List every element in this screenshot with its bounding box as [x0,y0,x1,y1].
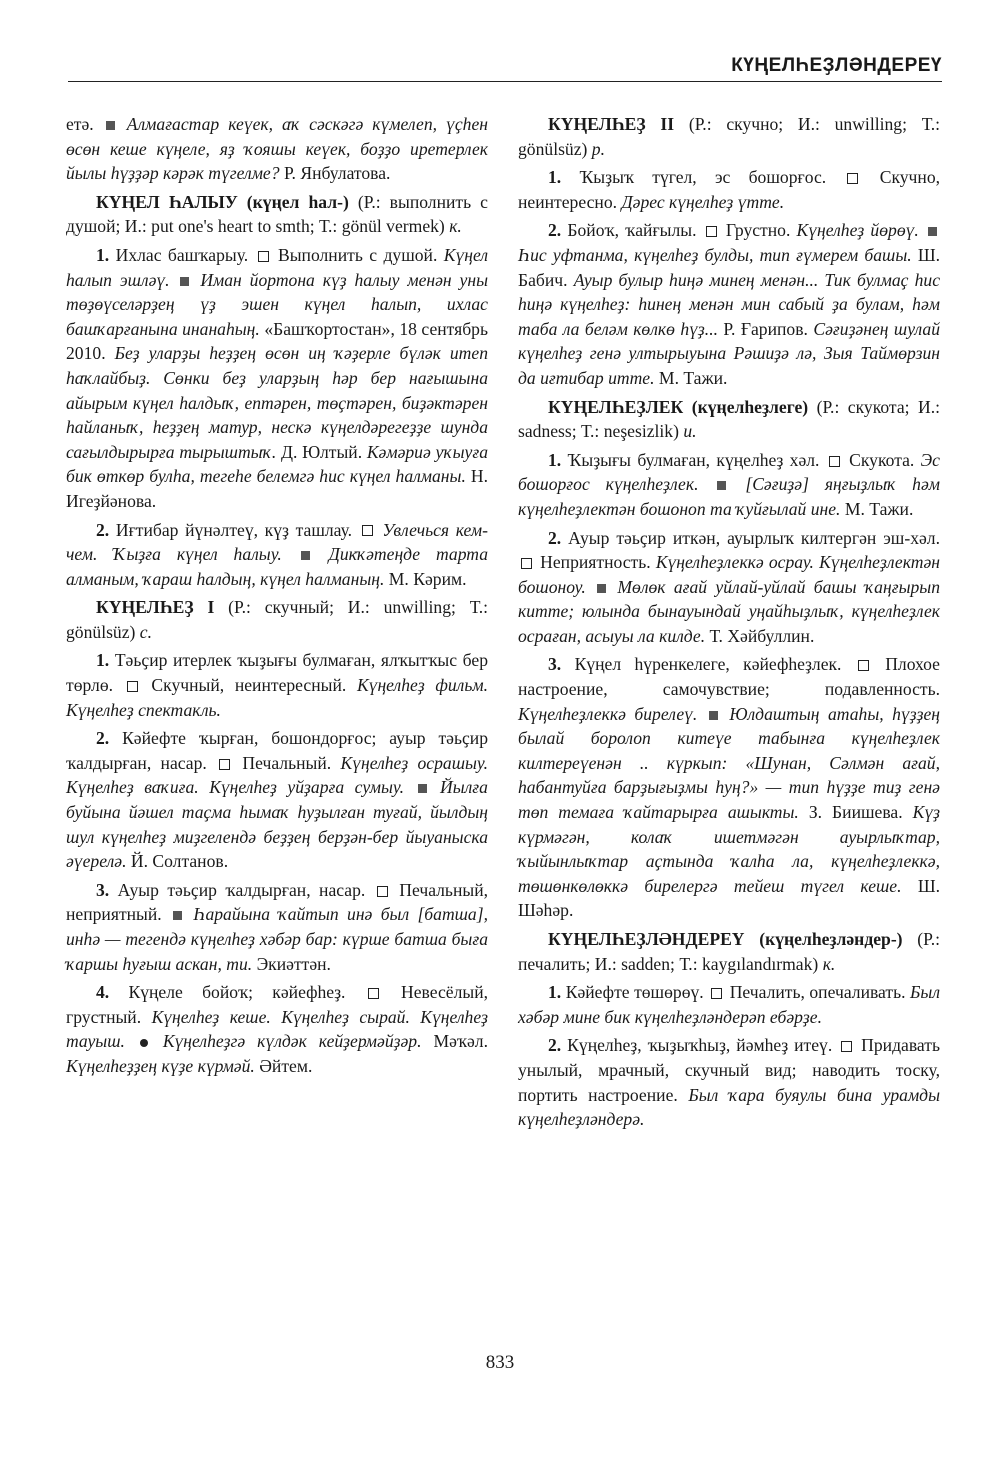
russian: Невесёлый, грустный. [66,982,489,1027]
sense [66,243,488,514]
translations: (Р.: скучно; И.: unwilling; Т.: gönülsüz) [518,114,940,159]
source: М. Тажи. [658,367,728,388]
example-marker-icon [928,227,937,236]
definition: Ихлас башҡарыу. [115,244,249,265]
proverb-marker-icon [140,1039,148,1047]
sense-number: 4. [96,982,110,1003]
pos: к. [822,953,836,974]
definition: Бойоҡ, ҡайғылы. [567,220,697,241]
sense-number: 3. [548,654,562,675]
translation-marker-icon [258,251,269,262]
example: Эс бошорғос күңелһеҙлек. [518,449,940,495]
sense [518,165,940,214]
definition: Ҡыҙығы булмаған, күңелһеҙ хәл. [567,449,820,470]
sense [66,878,488,976]
example-marker-icon [106,121,115,130]
russian: Скучно, неинтересно. [518,167,941,212]
russian: Выполнить с душой. [277,244,438,265]
example: Иман йортона күҙ һалыу менән уны төҙөүселәрҙең үҙ эшен күңел һалып, ихлас башҡарғанына инанаһың. [66,269,488,339]
translations: (Р.: печалить; И.: sadden; Т.: kaygılandırmak) [518,929,940,974]
translation-marker-icon [847,173,858,184]
sense [66,980,488,1078]
example-marker-icon [301,551,310,560]
pos: с. [139,621,153,642]
example-marker-icon [173,911,182,920]
right-column [518,112,940,1136]
translation-marker-icon [377,886,388,897]
entry-kunelhez-2 [518,112,940,161]
example-marker-icon [709,711,718,720]
example: Күңелһеҙлеккә осрау. Күңелһеҙлектән бошоноу. [518,552,940,597]
russian: Плохое настроение, самочувствие; подавленность. [518,654,940,700]
sense [66,648,488,722]
russian: Неприятность. [540,552,651,573]
source: З. Биишева. [808,802,903,823]
entry-kunelhez-1 [66,595,488,644]
pos: и. [683,421,697,442]
text: етә. [66,114,94,134]
left-column [66,112,488,1083]
entry-kunelhezlenderew [518,927,940,976]
source: Ш. Шәһәр. [518,875,940,921]
example: Күңелһеҙгә күлдәк кейҙермәйҙәр. [162,1031,422,1052]
example-marker-icon [717,481,726,490]
example-marker-icon [597,584,606,593]
russian: Придавать унылый, мрачный, скучный вид; наводить тоску, портить настроение. [518,1035,940,1105]
sense-number: 2. [548,527,562,548]
russian: Печалить, опечаливать. [729,982,906,1003]
russian: Увлечься кем-чем. [66,519,489,565]
example: Һис уфтанма, күңелһеҙ булды, тип ғүмерем башы. [518,244,912,265]
source: Й. Солтанов. [130,851,229,872]
example: Күңелһеҙҙең күҙе күрмәй. [66,1055,255,1076]
source: М. Тажи. [844,498,914,519]
sense-number: 1. [548,982,562,1003]
example: Был ҡара буяулы бина урамды күңелһеҙләндерә. [518,1084,940,1130]
entry-kunelhezlek [518,395,940,444]
sense-number: 2. [548,1035,562,1056]
source: Әйтем. [259,1055,313,1076]
sense-number: 1. [548,167,562,188]
definition: Ауыр тәьҫир иткән, ауырлыҡ килтергән эш-хәл. [568,527,940,548]
source: Мәҡәл. [433,1031,488,1052]
sense-number: 2. [96,728,110,749]
definition: Кәйефте төшөрөү. [565,982,704,1003]
sense [518,526,940,649]
headword: КҮҢЕЛ ҺАЛЫУ (күңел һал-) [96,191,349,212]
definition: Тәьҫир итерлек ҡыҙығы булмаған, ялҡытҡыс бер төрлө. [66,650,488,696]
running-head: КҮҢЕЛҺЕҘЛӘНДЕРЕҮ [68,55,942,82]
russian: Печальный. [242,752,332,773]
source: М. Кәрим. [388,568,467,589]
example: Күңелһеҙлеккә бирелеү. [518,703,698,724]
translations: (Р.: скучный; И.: unwilling; Т.: gönülsüz) [66,597,488,642]
example: Дикҡәтеңде тарта алманым, ҡараш һалдың, күңел һалманың. [66,544,488,589]
definition: Күңел һүренкелеге, кәйефһеҙлек. [574,654,842,675]
translation-marker-icon [858,660,869,671]
source: Р. Янбулатова. [283,163,391,184]
example: Күңелһеҙ фильм. Күңелһеҙ спектакль. [66,675,488,720]
example: Күңел һалып эшләү. [66,244,489,290]
translation-marker-icon [829,456,840,467]
example: Мөлөк ағай уйлай-уйлай башы ҡаңғырып китте; юлында бынауындай уңайһыҙлыҡ, күңелһеҙлек осраған, асыуы ла килде. [518,576,940,646]
translations: (Р.: выполнить с душой; И.: put one's heart to smth; Т.: gönül vermek) [66,191,488,237]
entry-continuation [66,112,488,186]
example: Ауыр булыр һиңә минең менән... Тик булмаҫ һис һиңә күңелһеҙ: һинең менән мин сабый ҙа булам, һәм таба ла беләм көлкө һүҙ... [518,269,941,339]
sense-number: 1. [96,244,110,265]
sense [518,652,940,923]
translation-marker-icon [706,226,717,237]
example: Алмағастар кеүек, аҡ сәскәгә күмелеп, үҫһен өсөн кеше күңеле, яҙ ҡояшы кеүек, боҙҙо иретерлек йылы һүҙҙәр кәрәк түгелме? [66,114,488,184]
translation-marker-icon [841,1041,852,1052]
sense-number: 1. [548,449,562,470]
headword: КҮҢЕЛҺЕҘЛӘНДЕРЕҮ (күңелһеҙләндер-) [548,929,903,949]
sense [66,518,488,592]
example: Күҙ күрмәгән, колаҡ ишетмәгән ауырлыҡтар, ҡыйынлыҡтар аҫтында ҡалһа ла, күңелһеҙлеккә, төшөнкөлөккә бирелергә тейеш түгел кеше. [518,802,940,896]
russian: Скукота. [849,449,915,470]
sense [518,218,940,390]
headword: КҮҢЕЛҺЕҘЛЕК (күңелһеҙлеге) [548,396,809,417]
sense-number: 2. [96,519,110,540]
example: Ҡыҙға күңел һалыу. [113,544,282,565]
definition: Кәйефте ҡырған, бошондорғос; ауыр тәьҫир ҡалдырған, насар. [66,728,488,773]
example: Беҙ уларҙы һеҙҙең өсөн иң ҡәҙерле бүләк итеп һаҡлайбыҙ. Сөнки беҙ уларҙың һәр бер нағышына айырым күңел һалдыҡ, ептәрен, төҫтәрен, биҙәктәрен һайланыҡ, һеҙҙең матур, нескә күңелдәрегеҙҙе шунда сағылдырырға тырыштыҡ. [66,343,488,462]
pos: р. [591,138,605,159]
translation-marker-icon [362,525,373,536]
translation-marker-icon [711,988,722,999]
headword: КҮҢЕЛҺЕҘ II [548,114,675,134]
example: Һарайына ҡайтып инә был [батша], инһә — тегендә күңелһеҙ хәбәр бар: күрше батша быға ҡаршы һуғыш аскан, ти. [66,904,488,974]
example-marker-icon [180,277,189,286]
headword: КҮҢЕЛҺЕҘ I [96,597,215,618]
source: «Башҡортостан», 18 сентябрь 2010. [66,318,488,364]
definition: Күңелһеҙ, ҡыҙыҡһыҙ, йәмһеҙ итеү. [567,1035,833,1056]
sense [518,448,940,522]
source: Ш. Бабич. [518,244,941,290]
source: Экиәттән. [256,953,331,974]
example: Сәғиҙәнең шулай күңелһеҙ генә ултырыуына Рәшиҙә лә, Зыя Таймөрзин да иғтибар итте. [518,318,941,388]
translation-marker-icon [127,681,138,692]
example: Күңелһеҙ кеше. Күңелһеҙ сырай. Күңелһеҙ тауыш. [66,1006,488,1052]
sense-number: 3. [96,879,110,900]
translation-marker-icon [368,988,379,999]
pos: к. [449,216,462,237]
translation-marker-icon [219,759,230,770]
translation-marker-icon [521,558,532,569]
definition: Күңеле бойоҡ; кәйефһеҙ. [128,982,346,1003]
source: Т. Хәйбуллин. [709,625,815,646]
example: Был хәбәр мине бик күңелһеҙләндерәп ебәрҙе. [518,982,940,1027]
sense [66,726,488,874]
sense-number: 1. [96,650,110,671]
sense [518,980,940,1029]
example: Кәмәриә уҡыуға бик өткөр булһа, тегеһе белемгә һис күңел һалманы. [66,441,488,487]
example: Дәрес күңелһеҙ үтте. [621,191,785,212]
example: Юлдаштың атаһы, һүҙҙең былай боролоп китеүе табынға күңелһеҙлек килтереүенән .. күркып: «Шунан, Сәлмән ағай, һабантуйға барҙығыҙмы һуң?» — тип һүҙҙе тиҙ генә төп темаға ҡайтарырға ашыкты. [518,703,940,823]
russian: Грустно. [725,220,791,241]
example: [Сәғиҙә] яңғыҙлыҡ һәм күңелһеҙлектән бошоноп та ҡуйғылай ине. [518,474,940,519]
page-number: 833 [485,1352,515,1373]
russian: Скучный, неинтересный. [151,675,347,696]
source: Р. Ғарипов. [723,318,808,339]
definition: Ҡыҙыҡ түгел, эс бошорғос. [579,167,827,188]
sense-number: 2. [548,220,562,241]
example: Күңелһеҙ йөрөү. [796,220,919,241]
russian: Печальный, неприятный. [66,879,489,925]
source: Н. Игеҙйәнова. [66,466,488,511]
translations: (Р.: скукота; И.: sadness; Т.: neşesizlik) [518,396,940,442]
definition: Ауыр тәьҫир ҡалдырған, насар. [117,879,366,900]
example: Күңелһеҙ осрашыу. Күңелһеҙ ваҡиға. Күңелһеҙ уйҙарға сумыу. [66,752,489,798]
definition: Иғтибар йүнәлтеү, күҙ ташлау. [115,519,353,540]
example: Йылға буйына йәшел таҫма һымаҡ һуҙылған туғай, йылдың шул күңелһеҙ миҙгелендә беҙҙең берҙән-бер йыуаныска әүерелә. [66,777,488,872]
example-marker-icon [418,784,427,793]
sense [518,1033,940,1131]
entry-kunel-halyu [66,190,488,239]
source: Д. Юлтый. [281,441,363,462]
